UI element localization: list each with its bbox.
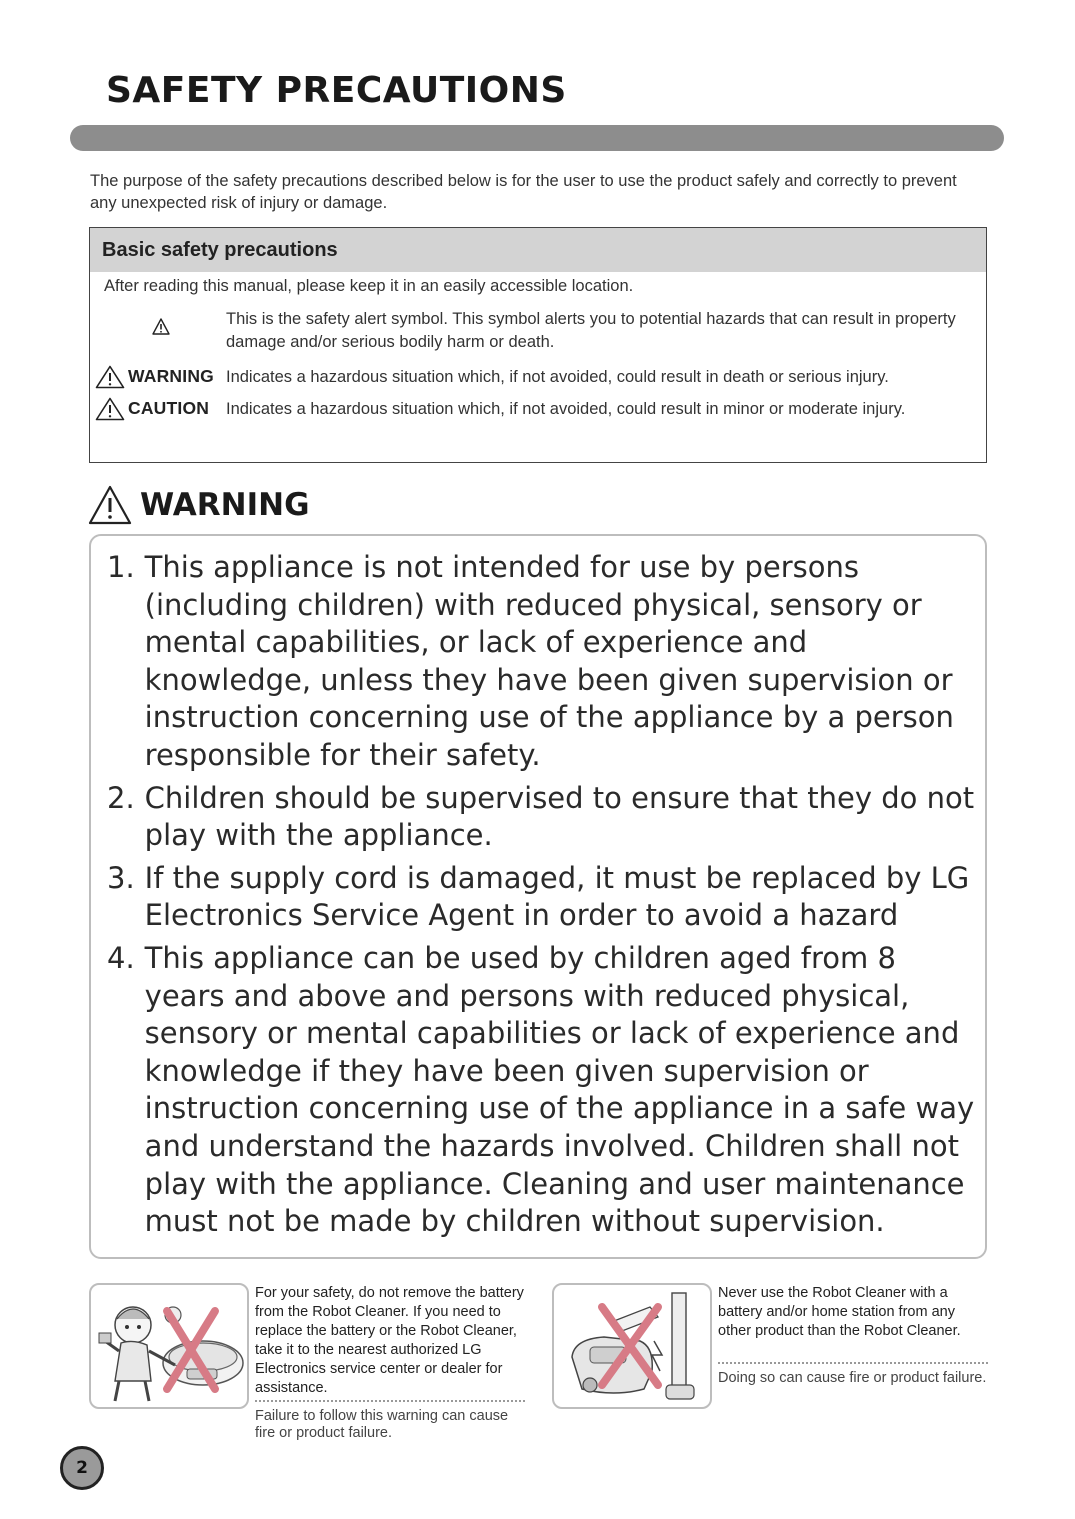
other-battery-illustration — [552, 1283, 712, 1409]
page-title: SAFETY PRECAUTIONS — [106, 70, 567, 111]
intro-paragraph: The purpose of the safety precautions described below is for the user to use the product safely and correctly to prevent any unexpected risk of injury or damage. — [90, 172, 957, 212]
warning-triangle-icon — [88, 485, 132, 525]
warning-item-text: Children should be supervised to ensure that they do not play with the appliance. — [144, 780, 975, 853]
other-battery-consequence: Doing so can cause fire or product failure. — [718, 1362, 988, 1387]
title-divider-bar — [70, 125, 1004, 151]
caution-signal-description: Indicates a hazardous situation which, if not avoided, could result in minor or moderate injury. — [226, 400, 906, 418]
warning-item-text: If the supply cord is damaged, it must be replaced by LG Electronics Service Agent in order to avoid a hazard — [144, 860, 970, 933]
person-removing-battery-prohibited-icon — [91, 1285, 249, 1409]
warning-item — [107, 780, 979, 855]
alert-triangle-icon — [152, 318, 170, 335]
warning-item — [107, 940, 979, 1241]
warning-item-text: This appliance is not intended for use by persons (including children) with reduced physical, sensory or mental capabilities, or lack of experience and knowledge, unless they have been given supervision or instruction concerning use of the appliance by a person responsible for their safety. — [144, 550, 954, 772]
caution-triangle-icon — [95, 397, 125, 421]
alert-symbol-description: This is the safety alert symbol. This symbol alerts you to potential hazards that can result in property damage and/or serious bodily harm or death. — [226, 310, 956, 351]
warning-item — [107, 860, 979, 935]
warning-box — [89, 534, 987, 1259]
basic-precautions-box — [89, 227, 987, 463]
warning-item-number: 4. — [107, 940, 135, 975]
warning-signal-label: WARNING — [128, 366, 214, 386]
warning-heading — [88, 484, 310, 526]
keep-manual-note: After reading this manual, please keep it in an easily accessible location. — [104, 277, 634, 295]
warning-triangle-icon — [95, 365, 125, 389]
battery-removal-note: For your safety, do not remove the battery from the Robot Cleaner. If you need to replace the battery or the Robot Cleaner, take it to the nearest authorized LG Electronics service center or dealer for assistance. — [255, 1285, 524, 1396]
battery-removal-consequence: Failure to follow this warning can cause fire or product failure. — [255, 1400, 525, 1442]
warning-list — [107, 549, 979, 1246]
warning-item-number: 3. — [107, 860, 135, 895]
warning-item-number: 1. — [107, 550, 135, 584]
basic-precautions-heading: Basic safety precautions — [90, 228, 986, 272]
caution-signal-label: CAUTION — [128, 398, 210, 418]
other-battery-note: Never use the Robot Cleaner with a battery and/or home station from any other product than the Robot Cleaner. — [718, 1285, 961, 1339]
warning-item — [107, 549, 979, 775]
page-number: 2 — [60, 1446, 104, 1490]
warning-item-text: This appliance can be used by children aged from 8 years and above and persons with reduced physical, sensory or mental capabilities or lack of experience and knowledge if they have been given supervision or instruction concerning use of the appliance in a safe way and understand the hazards involved. Children shall not play with the appliance. Cleaning and user maintenance must not be made by children without supervision. — [144, 940, 975, 1239]
warning-heading-label: WARNING — [140, 487, 310, 523]
warning-signal-description: Indicates a hazardous situation which, if not avoided, could result in death or serious injury. — [226, 368, 889, 386]
warning-item-number: 2. — [107, 780, 135, 815]
other-battery-prohibited-icon — [554, 1285, 712, 1409]
battery-removal-illustration — [89, 1283, 249, 1409]
